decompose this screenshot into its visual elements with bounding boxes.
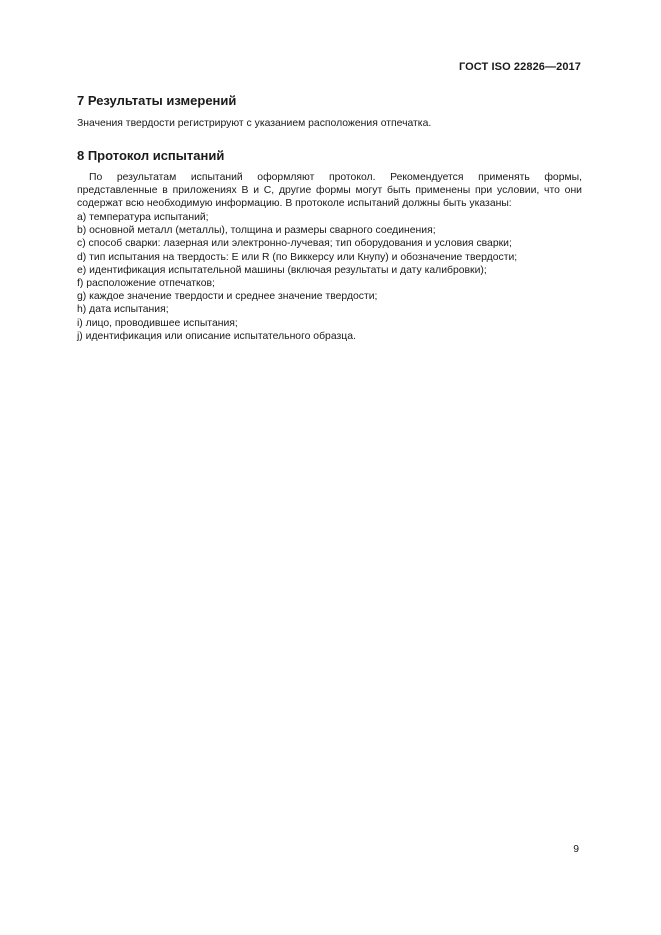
list-item: c) способ сварки: лазерная или электронно-лучевая; тип оборудования и условия сварки; — [77, 238, 512, 250]
list-item: g) каждое значение твердости и среднее значение твердости; — [77, 291, 378, 303]
list-item: b) основной металл (металлы), толщина и размеры сварного соединения; — [77, 225, 436, 237]
list-item: f) расположение отпечатков; — [77, 278, 215, 290]
section-7-heading: 7 Результаты измерений — [77, 93, 237, 108]
section-8-paragraph: По результатам испытаний оформляют протокол. Рекомендуется применять формы, представленные в приложениях B и C, другие формы могут быть применены при условии, что они содержат всю необходимую информацию. В протоколе испытаний должны быть указаны: — [77, 172, 582, 210]
page-number: 9 — [573, 844, 579, 855]
list-item: a) температура испытаний; — [77, 212, 209, 223]
list-item: d) тип испытания на твердость: E или R (по Виккерсу или Кнупу) и обозначение твердости; — [77, 251, 518, 263]
list-item: i) лицо, проводившее испытания; — [77, 317, 238, 329]
test-report-items-list — [77, 211, 582, 343]
document-code: ГОСТ ISO 22826—2017 — [458, 61, 581, 73]
list-item: h) дата испытания; — [77, 304, 169, 316]
list-item: j) идентификация или описание испытательного образца. — [77, 330, 356, 342]
section-8-heading: 8 Протокол испытаний — [77, 148, 225, 163]
section-7-paragraph: Значения твердости регистрируют с указанием расположения отпечатка. — [77, 118, 432, 129]
list-item: e) идентификация испытательной машины (включая результаты и дату калибровки); — [77, 264, 487, 276]
